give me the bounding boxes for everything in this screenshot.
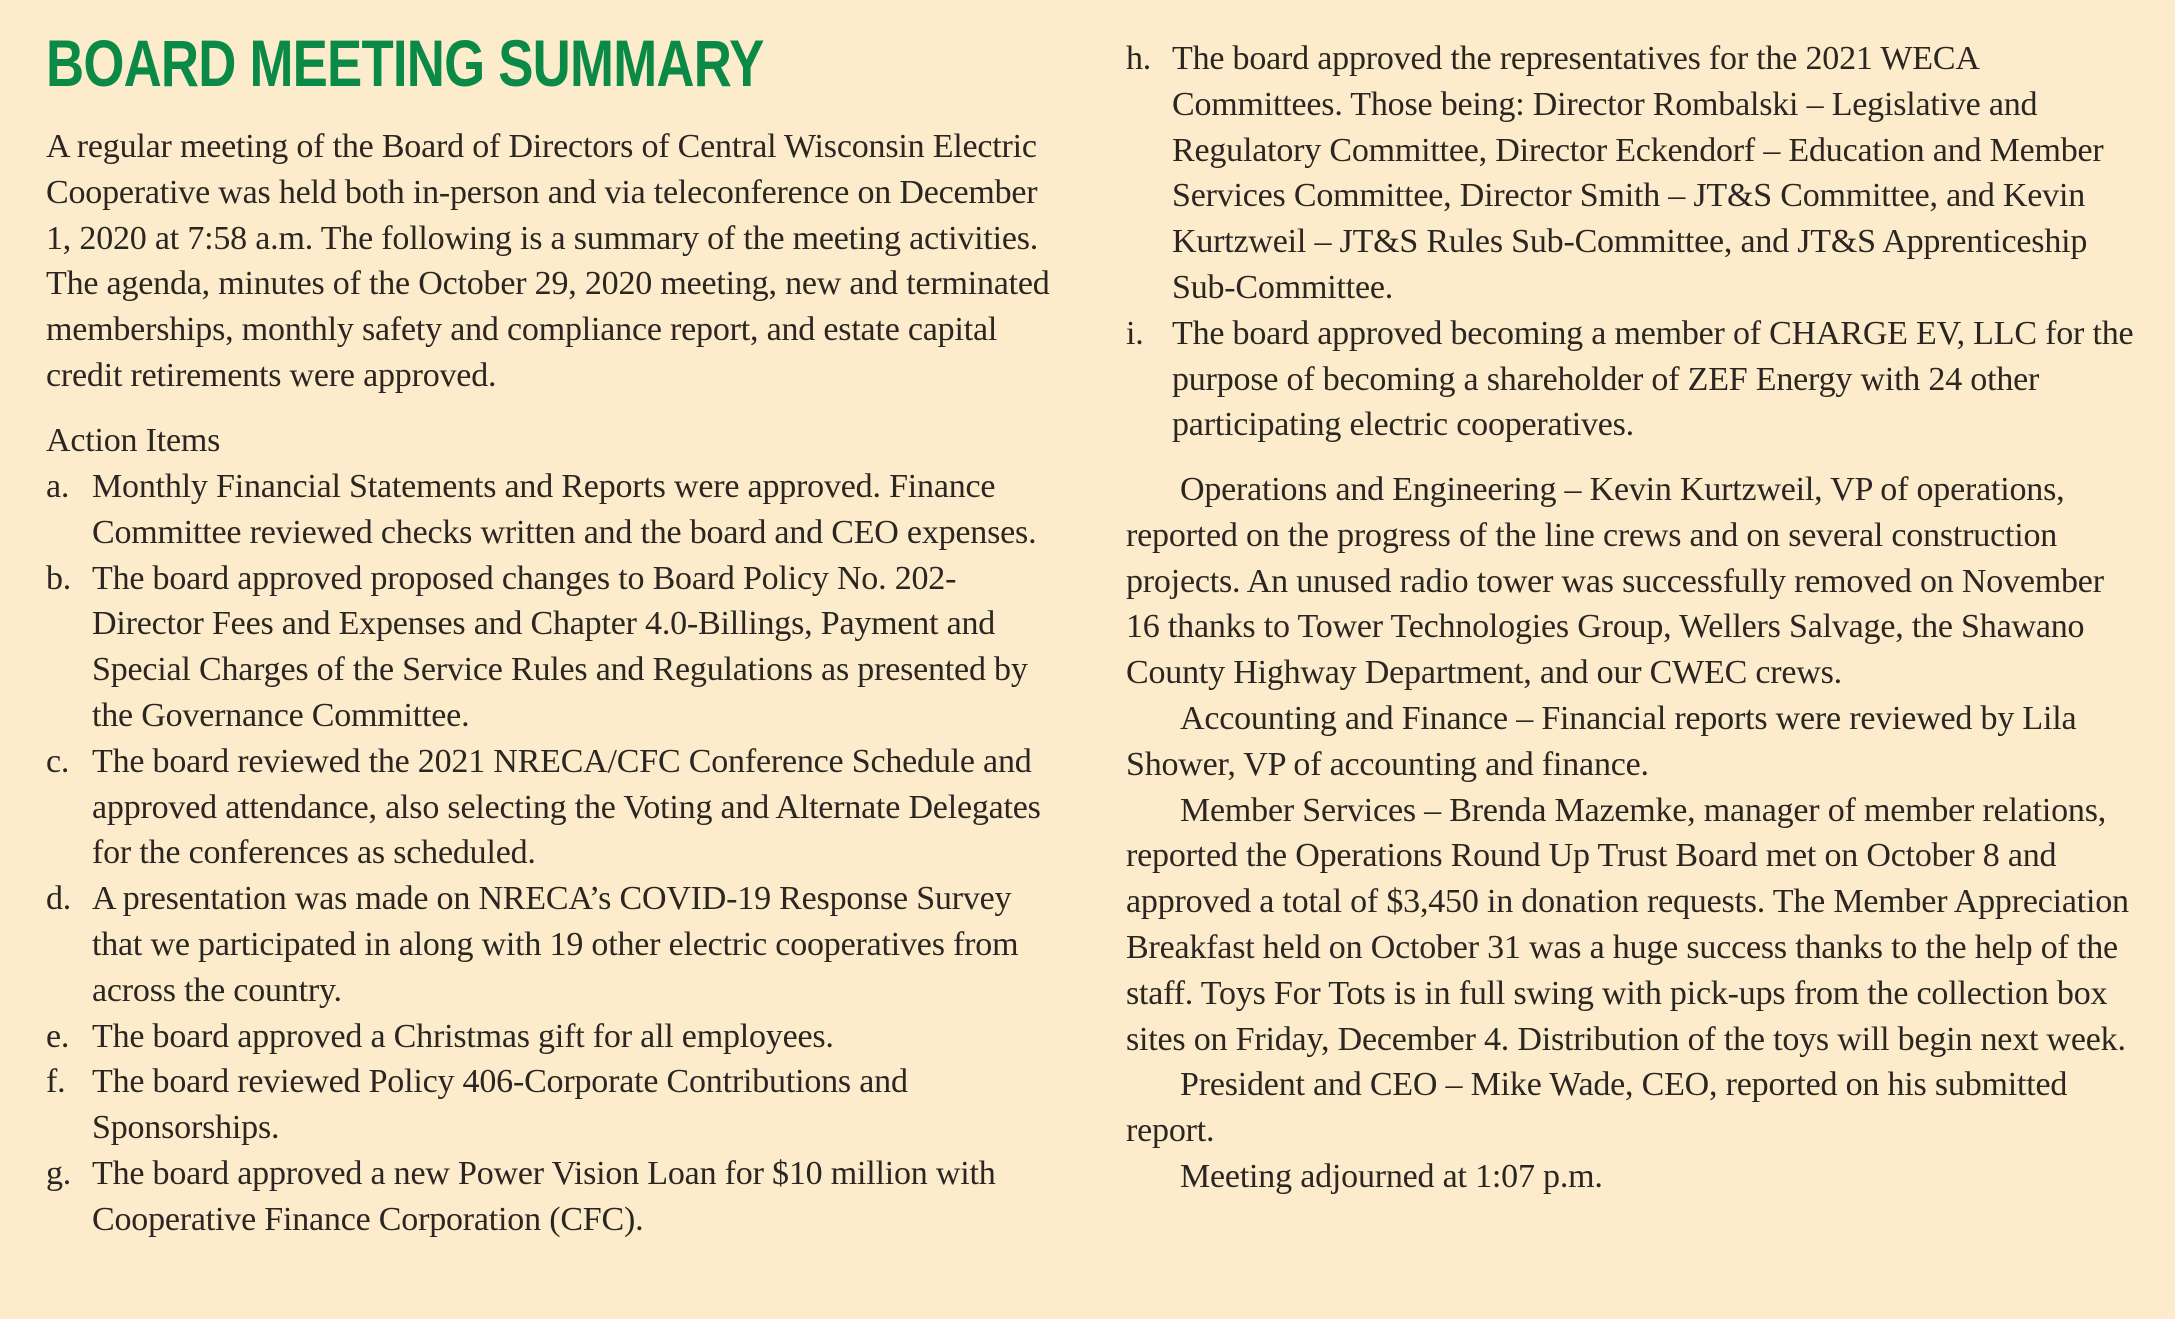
intro-paragraph: A regular meeting of the Board of Directors of Central Wisconsin Electric Cooperative was held both in-person and via teleconference on December 1, 2020 at 7:58 a.m. The following is a summary of the meeting activities. The agenda, minutes of the October 29, 2020 meeting, new and terminated memberships, monthly safety and compliance report, and estate capital credit retirements were approved. [46, 128, 1050, 394]
department-reports [1126, 467, 2136, 1200]
action-item-i [1126, 311, 2136, 448]
action-items-heading: Action Items [46, 422, 221, 459]
action-item-text: The board approved becoming a member of CHARGE EV, LLC for the purpose of becoming a shareholder of ZEF Energy with 24 other participating electric cooperatives. [1172, 314, 2134, 444]
ceo-report: President and CEO – Mike Wade, CEO, reported on his submitted report. [1126, 1066, 2068, 1150]
action-items-list-left [46, 464, 1056, 1243]
action-item-text: The board approved a new Power Vision Loan for $10 million with Cooperative Finance Corporation (CFC). [92, 1154, 996, 1238]
action-item-e [46, 1014, 1056, 1060]
action-items-list-right [1126, 36, 2136, 448]
action-item-a [46, 464, 1056, 556]
action-item-text: The board reviewed the 2021 NRECA/CFC Conference Schedule and approved attendance, also selecting the Voting and Alternate Delegates for the conferences as scheduled. [92, 742, 1041, 872]
action-item-marker: a. [46, 468, 70, 505]
action-item-text: The board approved a Christmas gift for all employees. [92, 1017, 834, 1055]
action-item-text: The board approved proposed changes to Board Policy No. 202-Director Fees and Expenses and Chapter 4.0-Billings, Payment and Special Charges of the Service Rules and Regulations as presented by the Governance Committee. [92, 559, 1028, 734]
action-item-c [46, 739, 1056, 876]
action-item-marker: d. [46, 880, 72, 918]
member-services-report: Member Services – Brenda Mazemke, manager of member relations, reported the Operations Round Up Trust Board met on October 8 and approved a total of $3,450 in donation requests. The Member Appreciation Breakfast held on October 31 was a huge success thanks to the help of the staff. Toys For Tots is in full swing with pick-ups from the collection box sites on Friday, December 4. Distribution of the toys will begin next week. [1126, 791, 2129, 1058]
operations-report: Operations and Engineering – Kevin Kurtzweil, VP of operations, reported on the progress of the line crews and on several construction projects. An unused radio tower was successfully removed on November 16 thanks to Tower Technologies Group, Wellers Salvage, the Shawano County Highway Department, and our CWEC crews. [1126, 471, 2104, 692]
action-item-marker: b. [46, 559, 72, 597]
action-item-marker: f. [46, 1063, 66, 1101]
action-item-text: The board approved the representatives for the 2021 WECA Committees. Those being: Director Rombalski – Legislative and Regulatory Committee, Director Eckendorf – Education and Member Services Committee, Director Smith – JT&S Committee, and Kevin Kurtzweil – JT&S Rules Sub-Committee, and JT&S Apprenticeship Sub-Committee. [1172, 40, 2104, 306]
action-item-marker: e. [46, 1017, 70, 1055]
action-item-text: The board reviewed Policy 406-Corporate Contributions and Sponsorships. [92, 1063, 908, 1147]
accounting-report: Accounting and Finance – Financial reports were reviewed by Lila Shower, VP of accounting and finance. [1126, 699, 2077, 783]
action-item-marker: g. [46, 1154, 72, 1192]
article-title: BOARD MEETING SUMMARY [46, 26, 764, 100]
action-item-marker: h. [1126, 40, 1152, 77]
action-item-b [46, 556, 1056, 739]
action-item-d [46, 876, 1056, 1013]
action-item-text: Monthly Financial Statements and Reports were approved. Finance Committee reviewed checks written and the board and CEO expenses. [92, 468, 1037, 551]
adjournment-note: Meeting adjourned at 1:07 p.m. [1180, 1157, 1603, 1195]
action-item-marker: c. [46, 742, 70, 780]
action-item-marker: i. [1126, 314, 1144, 352]
action-item-text: A presentation was made on NRECA’s COVID-19 Response Survey that we participated in along with 19 other electric cooperatives from across the country. [92, 880, 1019, 1009]
action-item-g [46, 1151, 1056, 1243]
action-item-h [1126, 36, 2136, 311]
action-item-f [46, 1059, 1056, 1151]
